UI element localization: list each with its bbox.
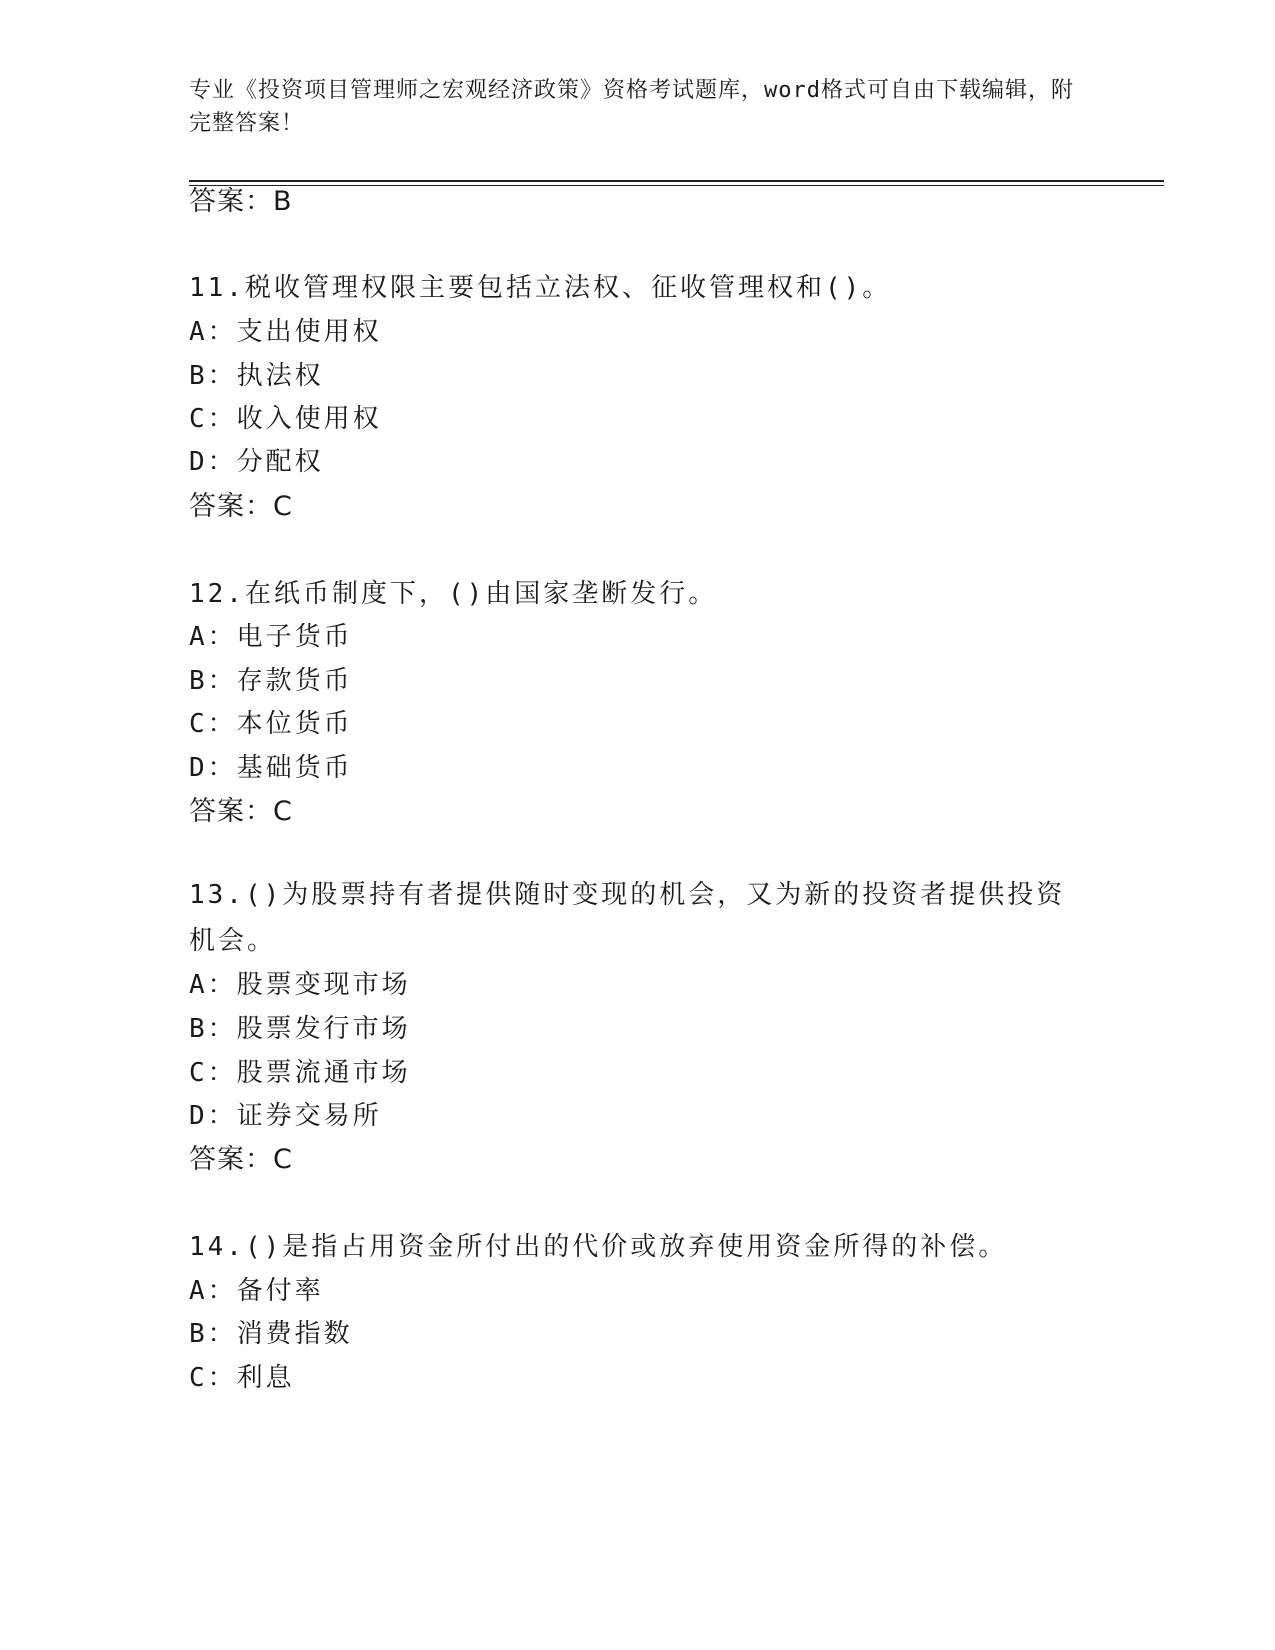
header-divider-thin [189,185,1164,186]
option-d: D：证券交易所 [189,1101,382,1131]
document-header: 专业《投资项目管理师之宏观经济政策》资格考试题库，word格式可自由下载编辑，附完整答案！ [189,78,1074,136]
answer-line: 答案：B [189,186,293,217]
answer-line: 答案：C [189,491,293,522]
option-d: D：基础货币 [189,753,353,783]
answer-line: 答案：C [189,796,293,827]
header-divider-thick [189,180,1164,182]
question-stem: 11.税收管理权限主要包括立法权、征收管理权和()。 [189,273,892,303]
option-a: A：备付率 [189,1276,324,1306]
question-stem: 14.()是指占用资金所付出的代价或放弃使用资金所得的补偿。 [189,1232,1008,1262]
option-a: A：支出使用权 [189,317,382,347]
option-a: A：股票变现市场 [189,970,411,1000]
option-b: B：消费指数 [189,1319,353,1349]
option-c: C：收入使用权 [189,404,382,434]
question-stem: 12.在纸币制度下，()由国家垄断发行。 [189,579,718,609]
question-stem: 13.()为股票持有者提供随时变现的机会，又为新的投资者提供投资机会。 [189,880,1066,956]
option-c: C：利息 [189,1363,295,1393]
answer-line: 答案：C [189,1144,293,1175]
option-b: B：执法权 [189,361,324,391]
option-a: A：电子货币 [189,622,353,652]
option-c: C：股票流通市场 [189,1058,411,1088]
option-b: B：存款货币 [189,666,353,696]
option-c: C：本位货币 [189,709,353,739]
option-d: D：分配权 [189,447,324,477]
option-b: B：股票发行市场 [189,1014,411,1044]
